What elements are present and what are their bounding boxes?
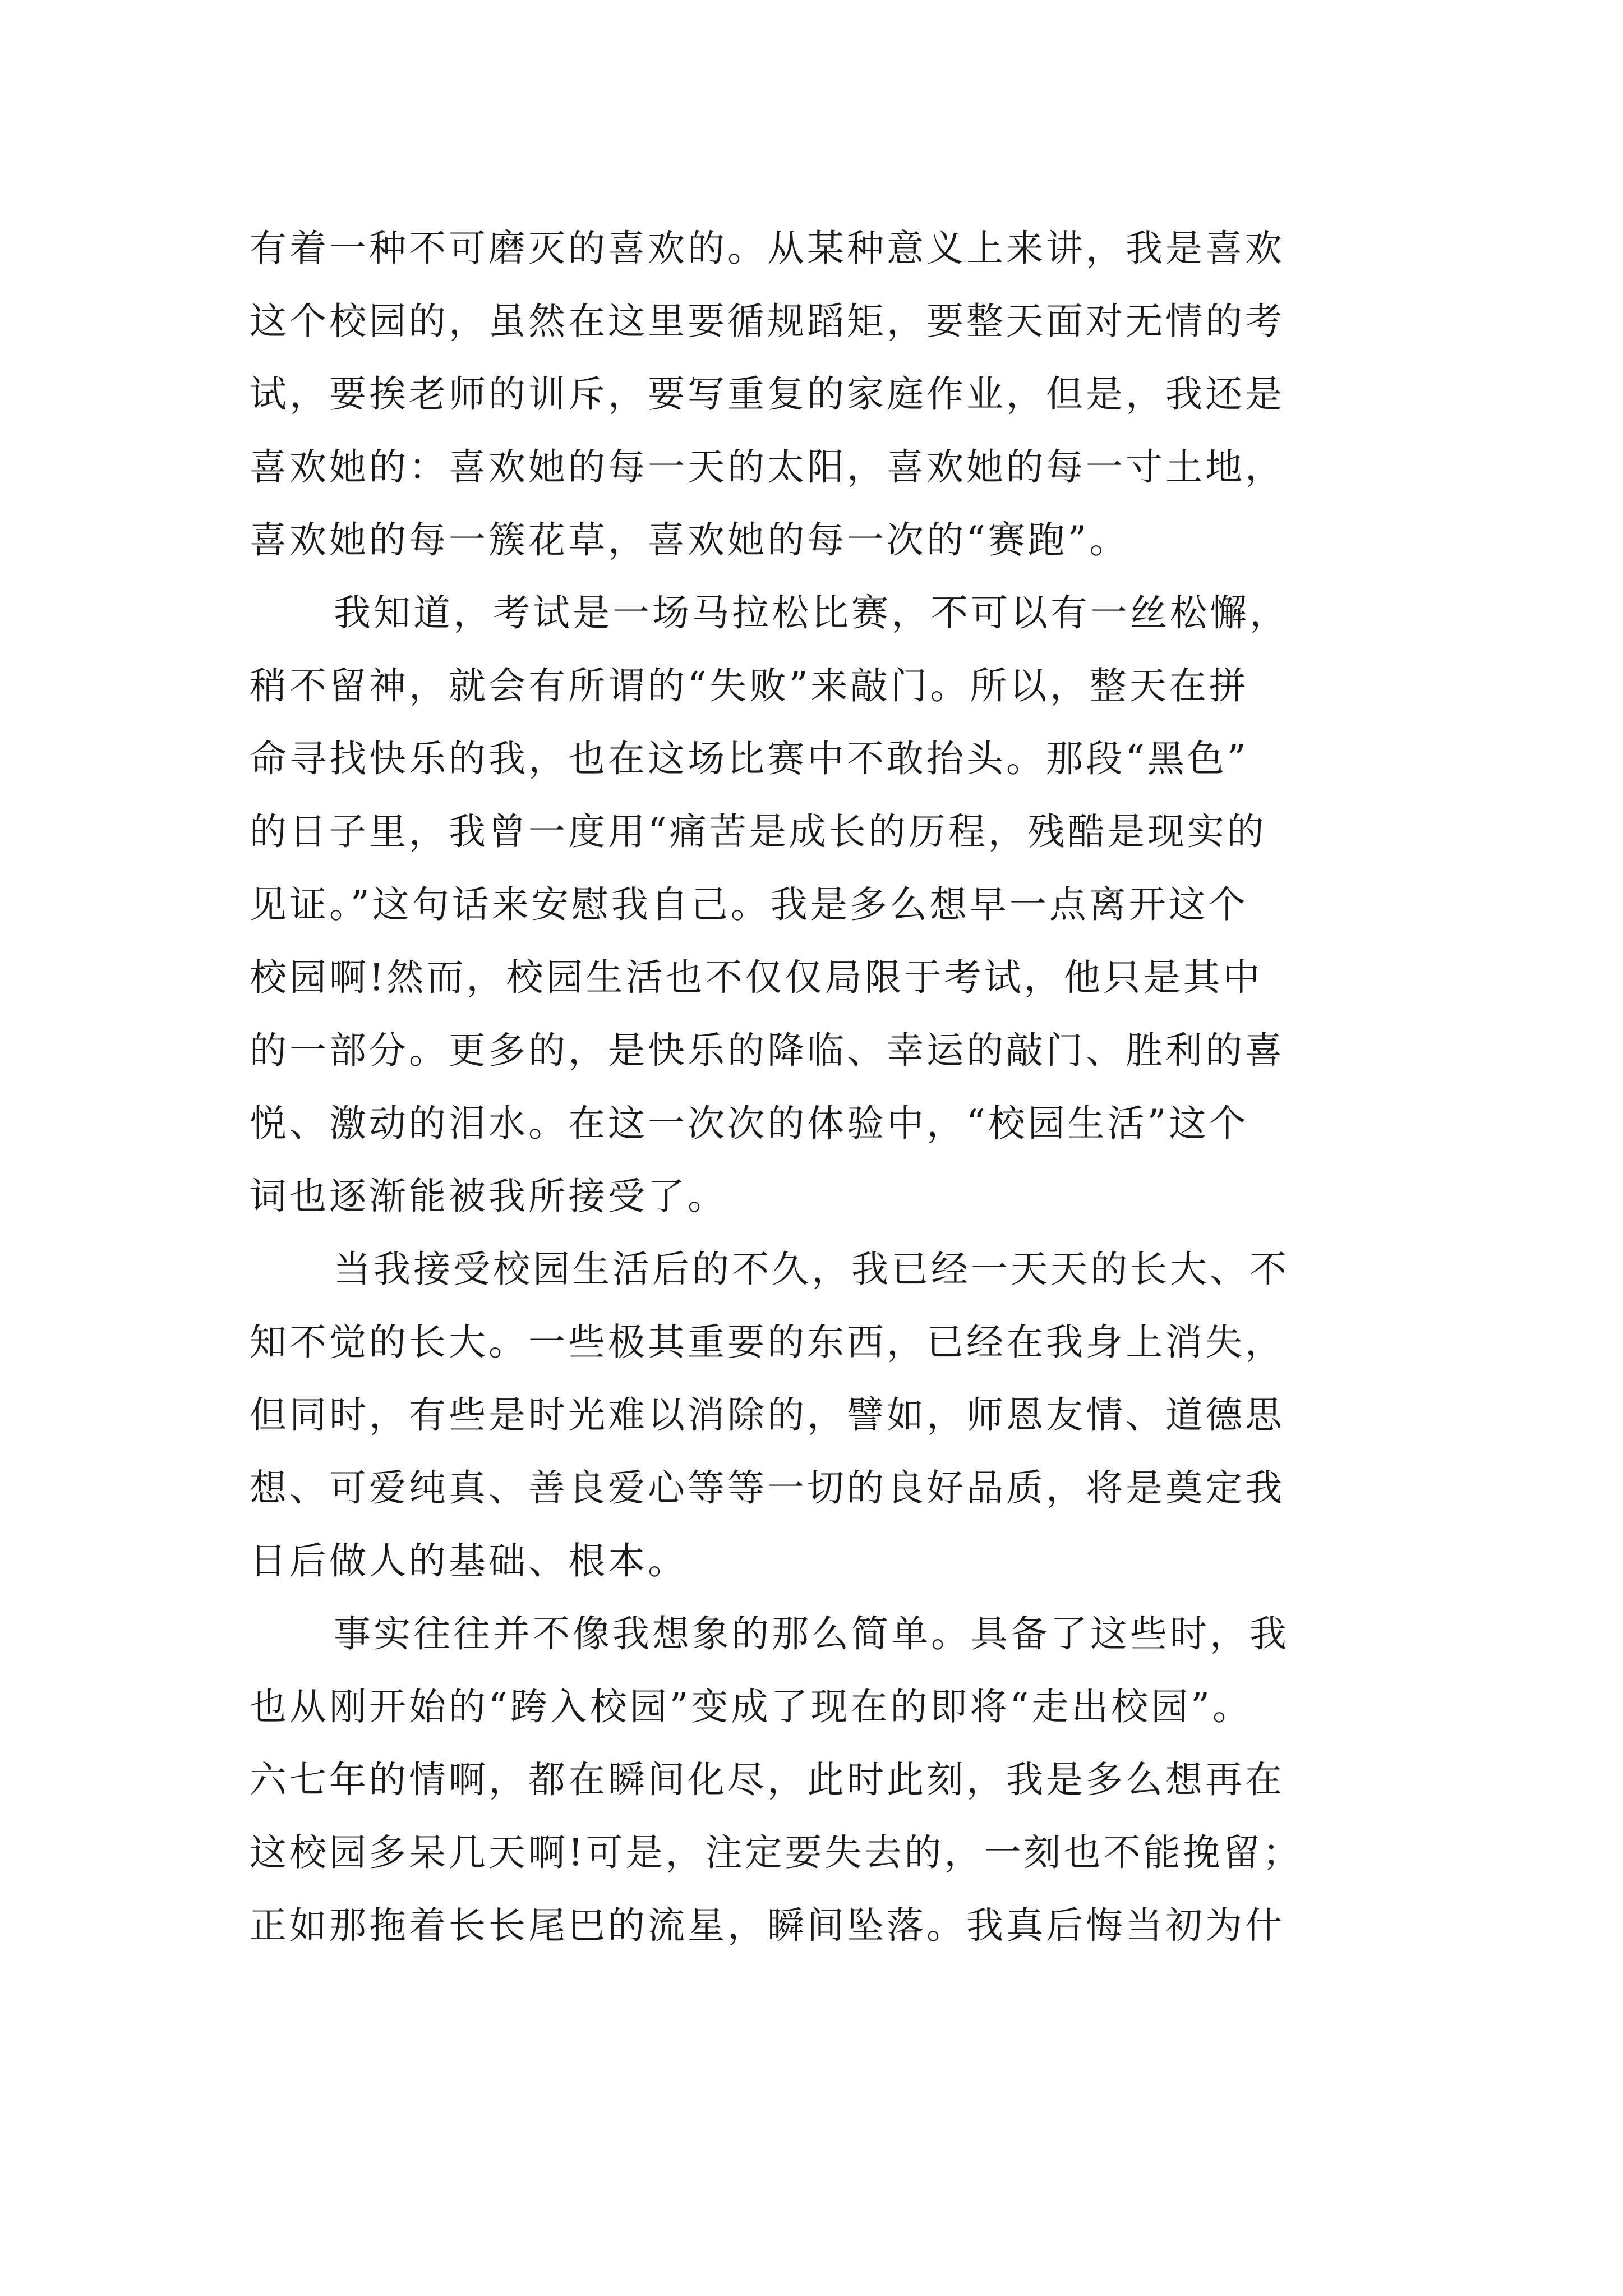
text-line: 稍不留神，就会有所谓的“失败”来敲门。所以，整天在拼 (250, 664, 1249, 707)
text-line: 校园啊!然而，校园生活也不仅仅局限于考试，他只是其中 (250, 956, 1263, 999)
text-line: 命寻找快乐的我，也在这场比赛中不敢抬头。那段“黑色” (250, 737, 1249, 780)
text-line: 我知道，考试是一场马拉松比赛，不可以有一丝松懈， (334, 591, 1289, 634)
text-line: 的一部分。更多的，是快乐的降临、幸运的敲门、胜利的喜 (250, 1029, 1285, 1072)
text-line: 这个校园的，虽然在这里要循规蹈矩，要整天面对无情的考 (250, 300, 1285, 343)
text-line: 试，要挨老师的训斥，要写重复的家庭作业，但是，我还是 (250, 372, 1285, 416)
text-line: 喜欢她的：喜欢她的每一天的太阳，喜欢她的每一寸土地， (250, 445, 1285, 489)
text-line: 想、可爱纯真、善良爱心等等一切的良好品质，将是奠定我 (250, 1466, 1285, 1510)
body-text (250, 212, 1382, 1962)
text-line: 日后做人的基础、根本。 (250, 1539, 688, 1582)
text-line: 知不觉的长大。一些极其重要的东西，已经在我身上消失， (250, 1320, 1285, 1364)
text-line: 当我接受校园生活后的不久，我已经一天天的长大、不 (334, 1248, 1289, 1291)
text-line: 也从刚开始的“跨入校园”变成了现在的即将“走出校园”。 (250, 1685, 1252, 1728)
text-line: 这校园多呆几天啊!可是，注定要失去的，一刻也不能挽留； (250, 1831, 1303, 1874)
text-line: 悦、激动的泪水。在这一次次的体验中，“校园生活”这个 (250, 1102, 1249, 1145)
text-line: 词也逐渐能被我所接受了。 (250, 1175, 727, 1218)
text-line: 六七年的情啊，都在瞬间化尽，此时此刻，我是多么想再在 (250, 1758, 1285, 1801)
text-line: 见证。”这句话来安慰我自己。我是多么想早一点离开这个 (250, 883, 1248, 926)
text-line: 有着一种不可磨灭的喜欢的。从某种意义上来讲，我是喜欢 (250, 227, 1285, 270)
text-line: 的日子里，我曾一度用“痛苦是成长的历程，残酷是现实的 (250, 810, 1267, 853)
text-line: 事实往往并不像我想象的那么简单。具备了这些时，我 (334, 1612, 1289, 1655)
text-line: 但同时，有些是时光难以消除的，譬如，师恩友情、道德思 (250, 1393, 1285, 1437)
text-line: 正如那拖着长长尾巴的流星，瞬间坠落。我真后悔当初为什 (250, 1904, 1285, 1947)
text-line: 喜欢她的每一簇花草，喜欢她的每一次的“赛跑”。 (250, 518, 1129, 562)
